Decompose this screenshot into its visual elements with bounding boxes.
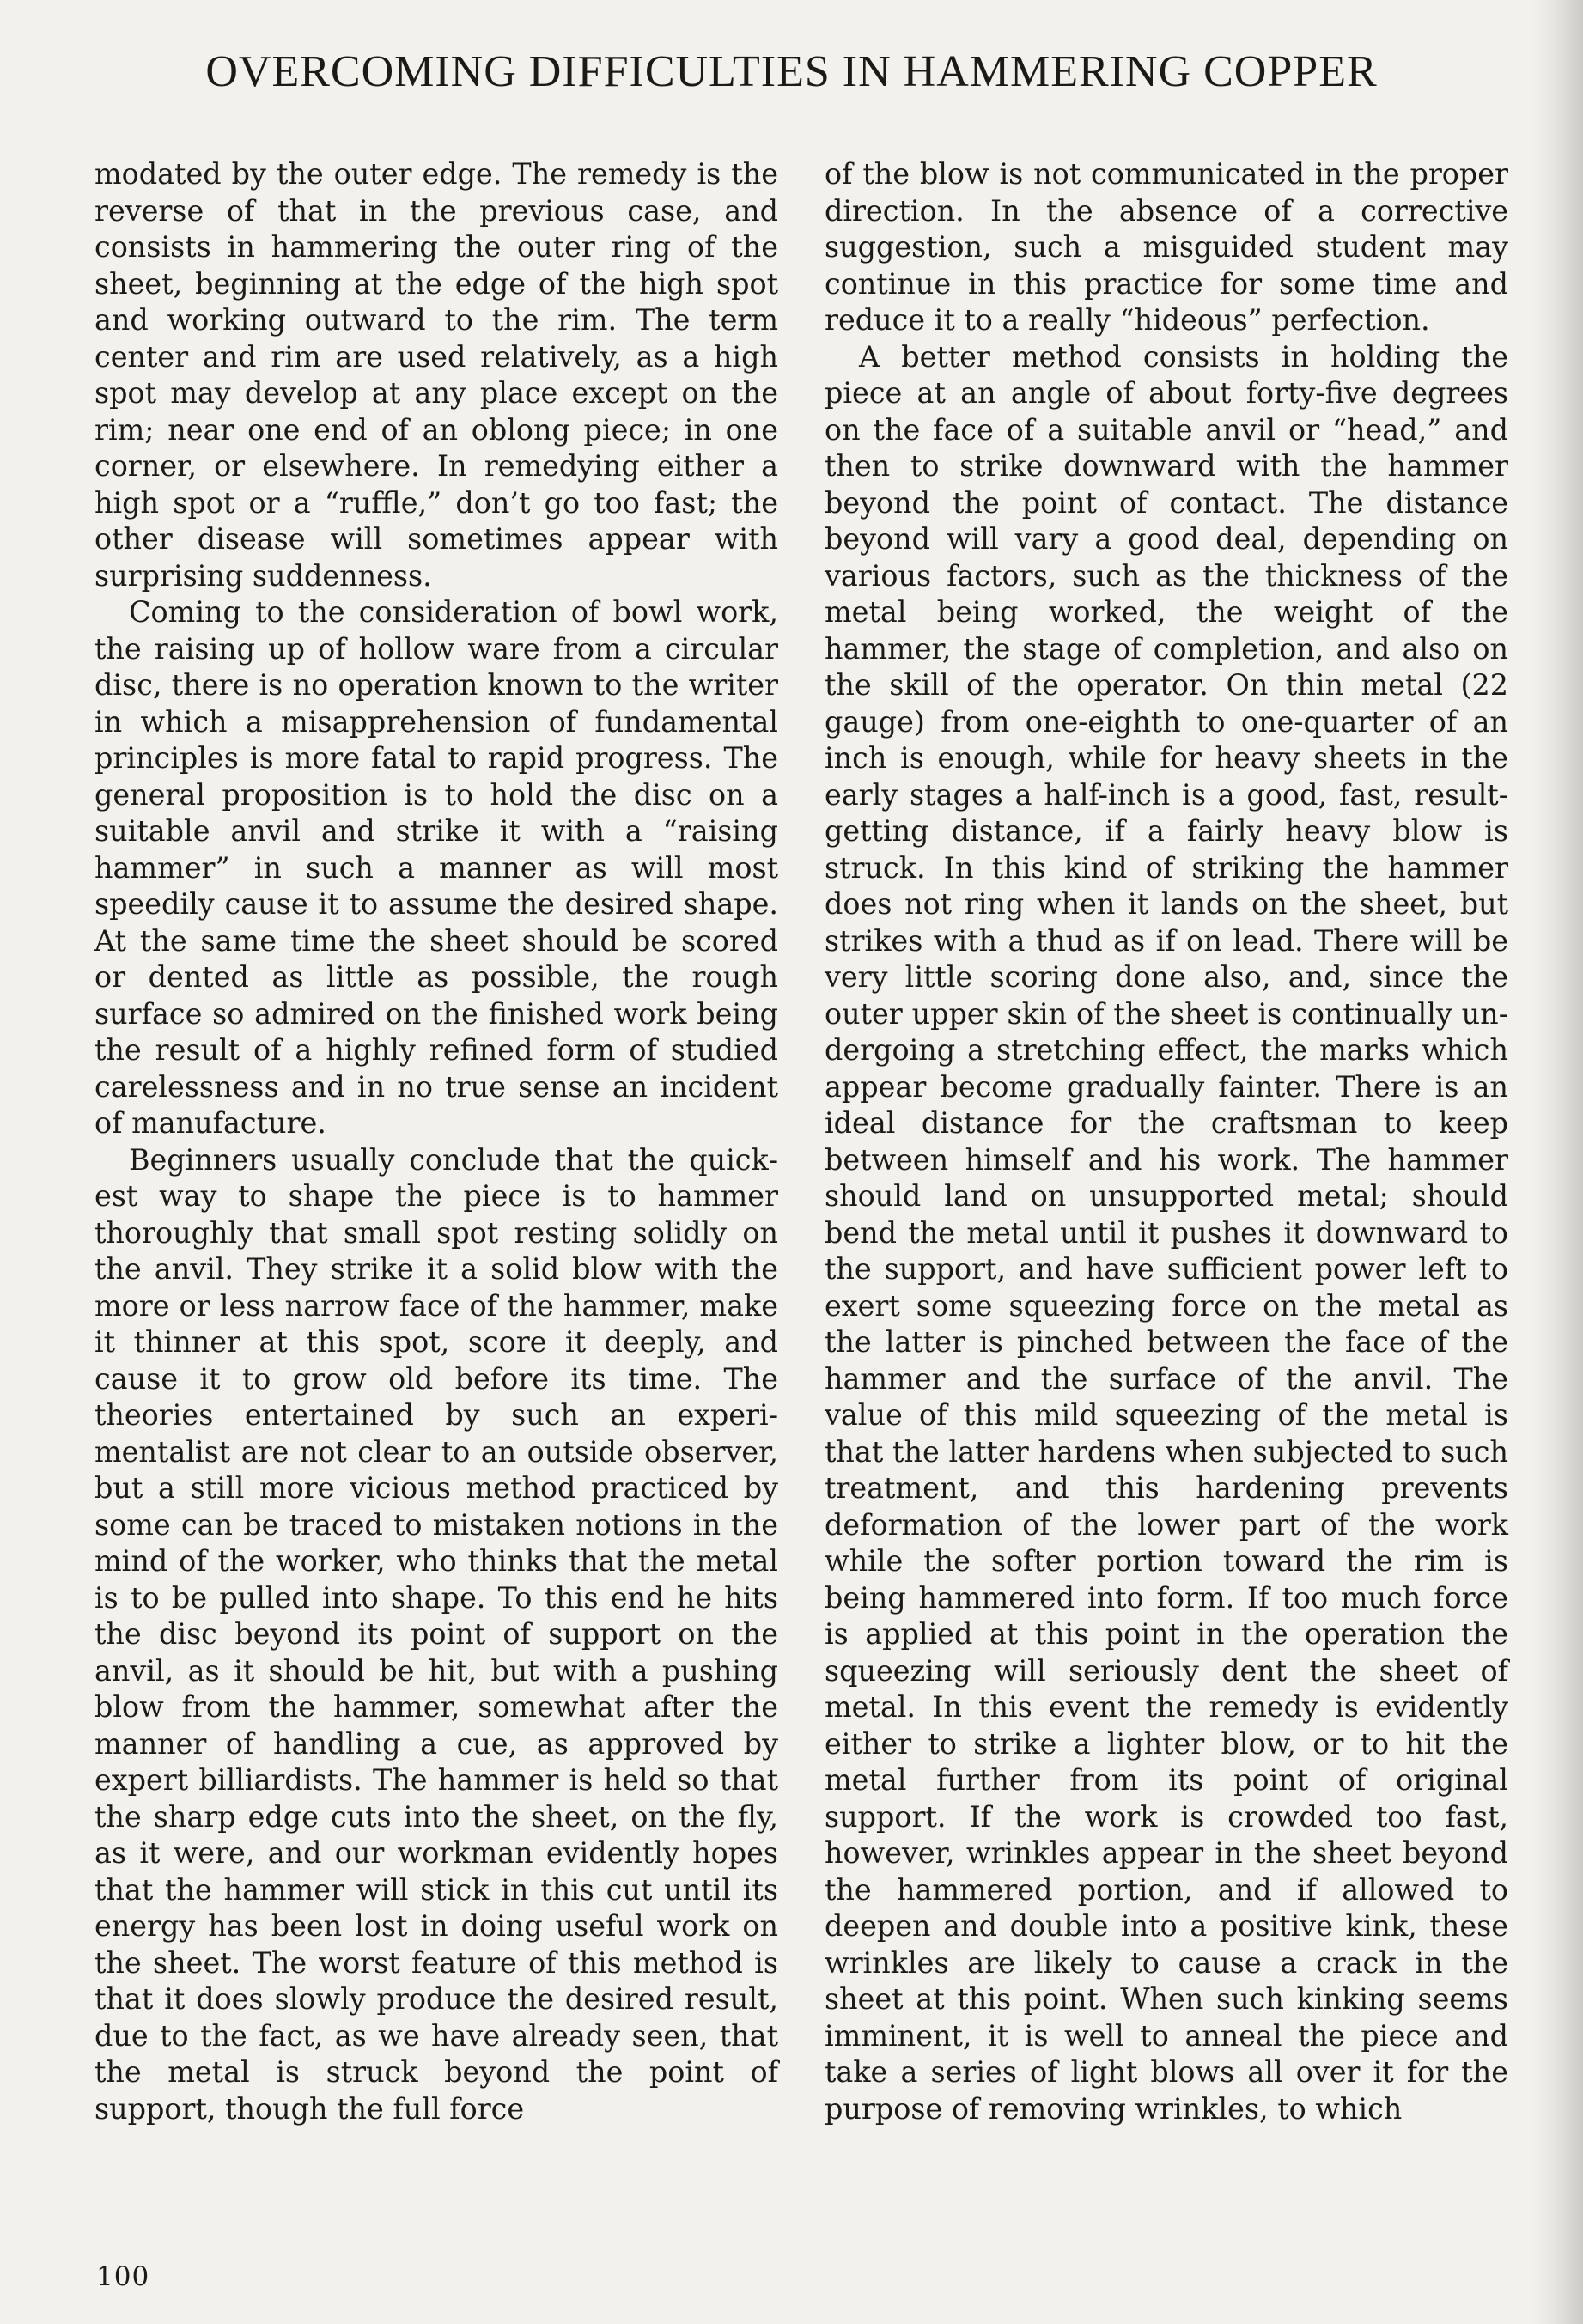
- paragraph-beginners: Beginners usually conclude that the quickest way to shape the piece is to hammer thoroughly that small spot resting solidly on the anvil. They strike it a solid blow with the more or less narrow face of the hammer, make it thinner at this spot, score it deeply, and cause it to grow old before its time. The theories entertained by such an experimentalist are not clear to an outside observer, but a still more vicious method practiced by some can be traced to mistaken notions in the mind of the worker, who thinks that the metal is to be pulled into shape. To this end he hits the disc beyond its point of support on the anvil, as it should be hit, but with a pushing blow from the hammer, somewhat after the manner of handling a cue, as approved by expert billiardists. The hammer is held so that the sharp edge cuts into the sheet, on the fly, as it were, and our workman evidently hopes that the hammer will stick in this cut until its energy has been lost in doing useful work on the sheet. The worst feature of this method is that it does slowly produce the desired result, due to the fact, as we have already seen, that the metal is struck beyond the point of support, though the full force: [94, 1142, 778, 2126]
- text-column-right: [825, 156, 1508, 2127]
- paragraph-continuation: modated by the outer edge. The remedy is the reverse of that in the previous case, and consists in hammering the outer ring of the sheet, beginning at the edge of the high spot and working outward to the rim. The term center and rim are used relatively, as a high spot may develop at any place except on the rim; near one end of an oblong piece; in one corner, or elsewhere. In remedying either a high spot or a “ruffle,” don’t go too fast; the other disease will sometimes appear with surprising suddenness.: [94, 157, 778, 593]
- running-title: OVERCOMING DIFFICULTIES IN HAMMERING COPPER: [205, 47, 1378, 96]
- paragraph-bowl-work: Coming to the consideration of bowl work, the raising up of hollow ware from a circular disc, there is no operation known to the writer in which a misapprehension of fundamental principles is more fatal to rapid progress. The general proposition is to hold the disc on a suitable anvil and strike it with a “raising hammer” in such a manner as will most speedily cause it to assume the desired shape. At the same time the sheet should be scored or dented as little as possible, the rough surface so admired on the finished work being the result of a highly refined form of studied carelessness and in no true sense an incident of manufacture.: [94, 595, 778, 1140]
- page-number: 100: [96, 2261, 150, 2292]
- page-edge-shadow: [1531, 0, 1583, 2324]
- paragraph-continuation-right: of the blow is not communicated in the proper direction. In the absence of a corrective suggestion, such a misguided student may continue in this practice for some time and reduce it to a really “hideous” perfection.: [825, 157, 1508, 337]
- text-column-left: [94, 156, 778, 2127]
- paragraph-better-method: A better method consists in holding the piece at an angle of about forty-five degrees on the face of a suitable anvil or “head,” and then to strike downward with the hammer beyond the point of contact. The distance beyond will vary a good deal, depending on various factors, such as the thickness of the metal being worked, the weight of the hammer, the stage of completion, and also on the skill of the operator. On thin metal (22 gauge) from one-eighth to one-quarter of an inch is enough, while for heavy sheets in the early stages a half-inch is a good, fast, result-getting distance, if a fairly heavy blow is struck. In this kind of striking the hammer does not ring when it lands on the sheet, but strikes with a thud as if on lead. There will be very little scoring done also, and, since the outer upper skin of the sheet is continually undergoing a stretching effect, the marks which appear become gradually fainter. There is an ideal distance for the craftsman to keep between himself and his work. The hammer should land on unsupported metal; should bend the metal until it pushes it downward to the support, and have sufficient power left to exert some squeezing force on the metal as the latter is pinched between the face of the hammer and the surface of the anvil. The value of this mild squeezing of the metal is that the latter hardens when subjected to such treatment, and this hardening prevents deformation of the lower part of the work while the softer portion toward the rim is being hammered into form. If too much force is applied at this point in the operation the squeezing will seriously dent the sheet of metal. In this event the remedy is evidently either to strike a lighter blow, or to hit the metal further from its point of original support. If the work is crowded too fast, however, wrinkles appear in the sheet beyond the hammered portion, and if allowed to deepen and double into a positive kink, these wrinkles are likely to cause a crack in the sheet at this point. When such kinking seems imminent, it is well to anneal the piece and take a series of light blows all over it for the purpose of removing wrinkles, to which: [825, 339, 1508, 2126]
